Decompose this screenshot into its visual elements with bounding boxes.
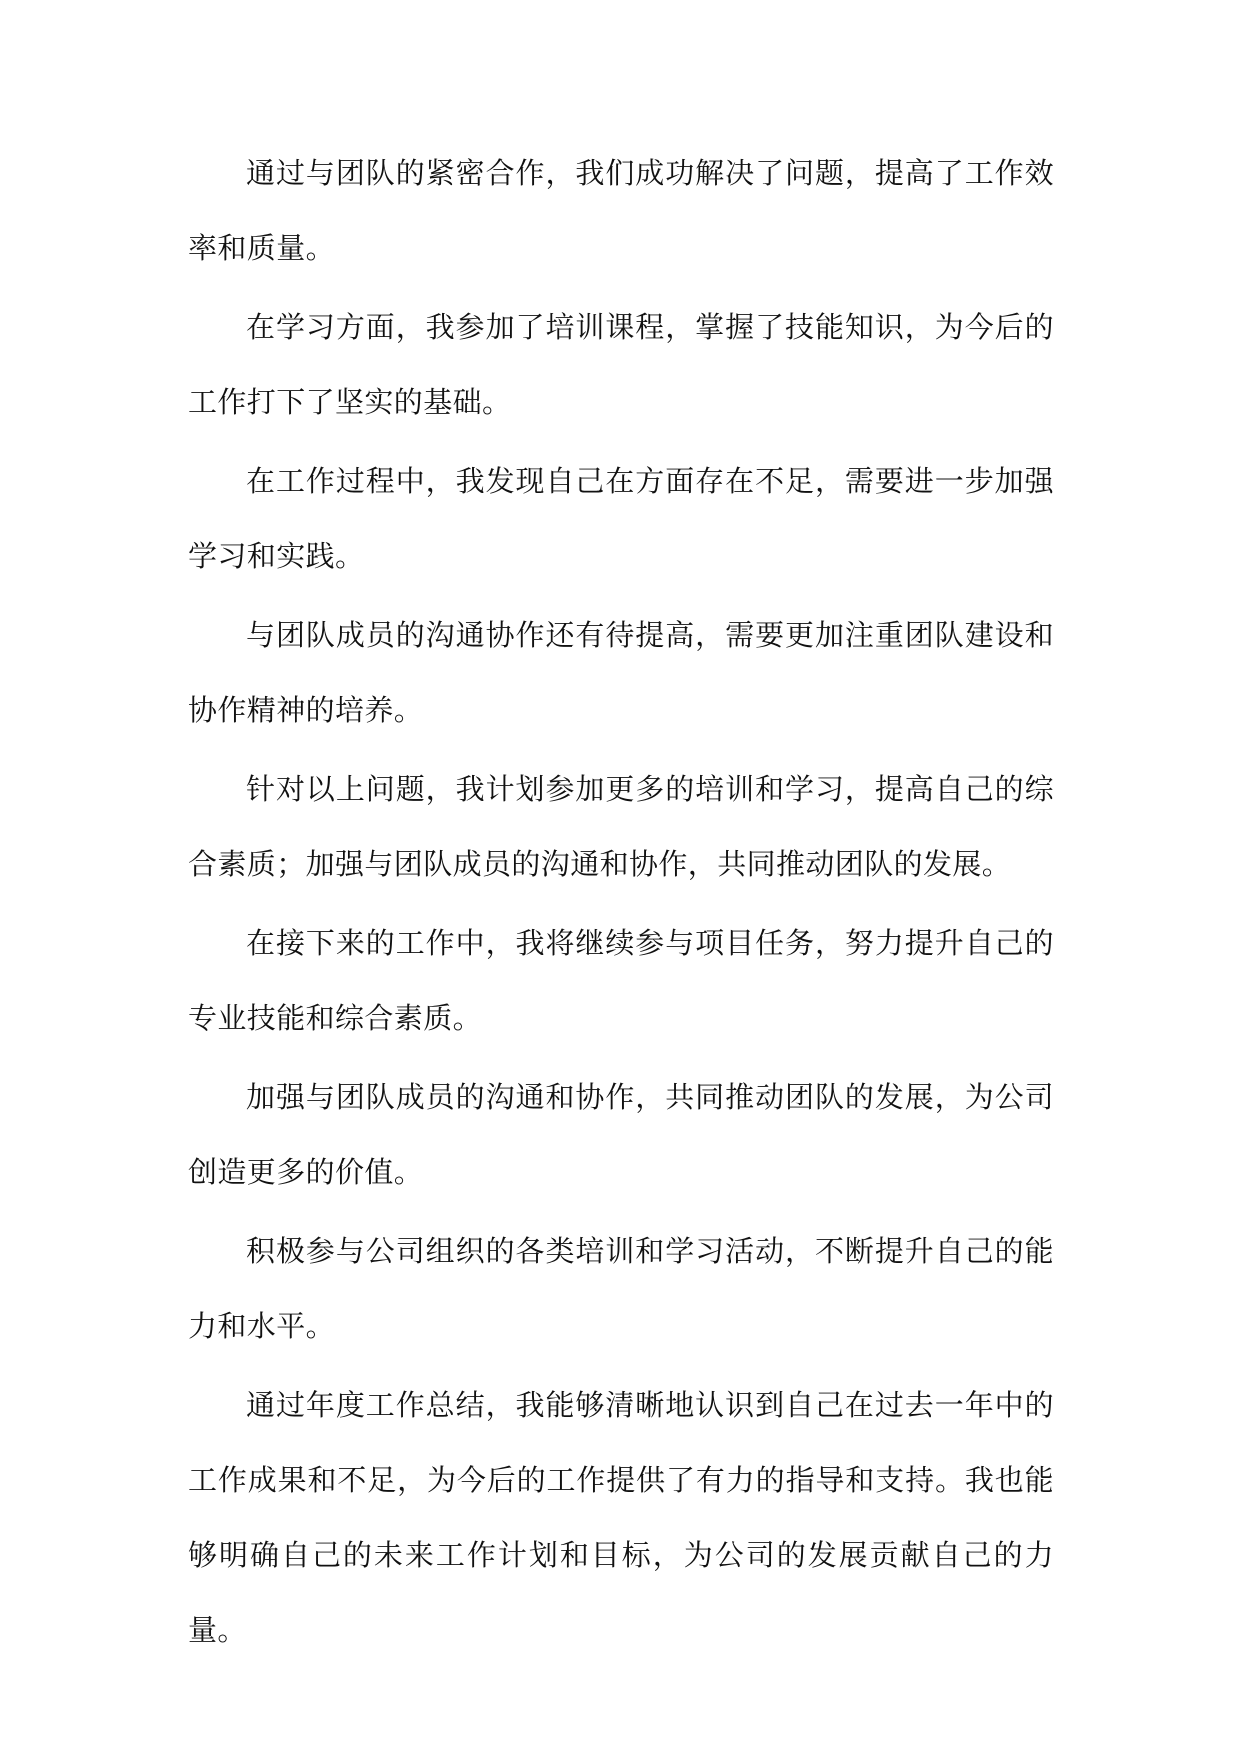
paragraph-2: 在学习方面，我参加了培训课程，掌握了技能知识，为今后的工作打下了坚实的基础。 xyxy=(188,310,1054,419)
paragraph-7: 加强与团队成员的沟通和协作，共同推动团队的发展，为公司创造更多的价值。 xyxy=(188,1080,1054,1189)
paragraph-3: 在工作过程中，我发现自己在方面存在不足，需要进一步加强学习和实践。 xyxy=(188,464,1054,573)
paragraph-1: 通过与团队的紧密合作，我们成功解决了问题，提高了工作效率和质量。 xyxy=(188,156,1054,265)
paragraph-6: 在接下来的工作中，我将继续参与项目任务，努力提升自己的专业技能和综合素质。 xyxy=(188,926,1054,1035)
paragraph-9: 通过年度工作总结，我能够清晰地认识到自己在过去一年中的工作成果和不足，为今后的工作提供了有力的指导和支持。我也能够明确自己的未来工作计划和目标，为公司的发展贡献自己的力量。 xyxy=(188,1388,1054,1647)
paragraph-8: 积极参与公司组织的各类培训和学习活动，不断提升自己的能力和水平。 xyxy=(188,1234,1054,1343)
paragraph-5: 针对以上问题，我计划参加更多的培训和学习，提高自己的综合素质；加强与团队成员的沟通和协作，共同推动团队的发展。 xyxy=(188,772,1054,881)
document-body xyxy=(188,136,1054,1672)
paragraph-4: 与团队成员的沟通协作还有待提高，需要更加注重团队建设和协作精神的培养。 xyxy=(188,618,1054,727)
